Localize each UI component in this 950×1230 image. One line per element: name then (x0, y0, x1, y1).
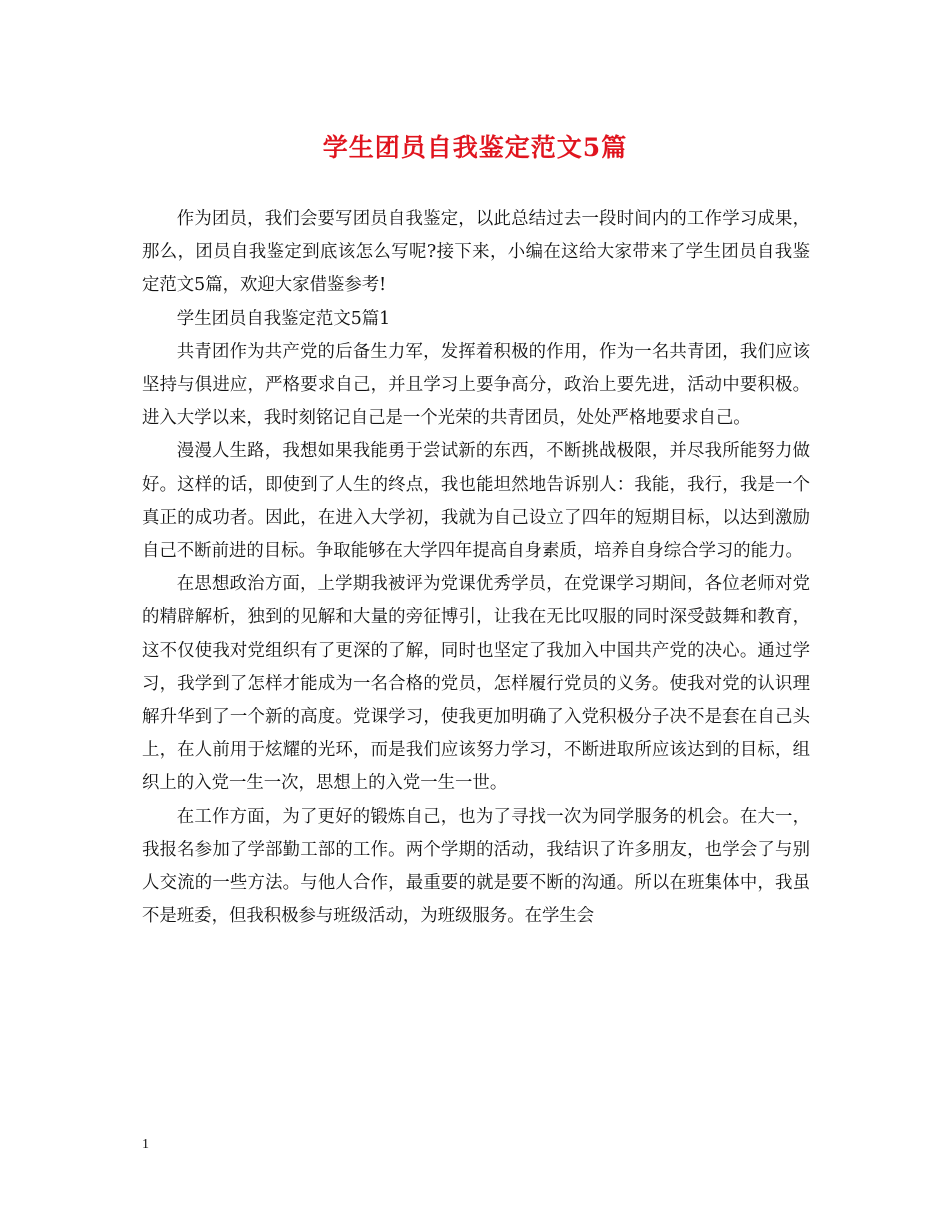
body-paragraph: 在工作方面，为了更好的锻炼自己，也为了寻找一次为同学服务的机会。在大一，我报名参加了学部勤工部的工作。两个学期的活动，我结识了许多朋友，也学会了与别人交流的一些方法。与他人合作，最重要的就是要不断的沟通。所以在班集体中，我虽不是班委，但我积极参与班级活动，为班级服务。在学生会 (142, 806, 810, 927)
section-heading: 学生团员自我鉴定范文5篇1 (176, 308, 391, 329)
body-paragraph: 漫漫人生路，我想如果我能勇于尝试新的东西，不断挑战极限，并尽我所能努力做好。这样的话，即使到了人生的终点，我也能坦然地告诉别人：我能，我行，我是一个真正的成功者。因此，在进入大学初，我就为自己设立了四年的短期目标，以达到激励自己不断前进的目标。争取能够在大学四年提高自身素质，培养自身综合学习的能力。 (142, 441, 810, 562)
body-paragraph: 共青团作为共产党的后备生力军，发挥着积极的作用，作为一名共青团，我们应该坚持与俱进应，严格要求自己，并且学习上要争高分，政治上要先进，活动中要积极。进入大学以来，我时刻铭记自己是一个光荣的共青团员，处处严格地要求自己。 (142, 341, 810, 429)
document-title: 学生团员自我鉴定范文5篇 (322, 133, 628, 162)
body-paragraph: 在思想政治方面，上学期我被评为党课优秀学员，在党课学习期间，各位老师对党的精辟解析，独到的见解和大量的旁征博引，让我在无比叹服的同时深受鼓舞和教育，这不仅使我对党组织有了更深的了解，同时也坚定了我加入中国共产党的决心。通过学习，我学到了怎样才能成为一名合格的党员，怎样履行党员的义务。使我对党的认识理解升华到了一个新的高度。党课学习，使我更加明确了入党积极分子决不是套在自己头上，在人前用于炫耀的光环，而是我们应该努力学习，不断进取所应该达到的目标，组织上的入党一生一次，思想上的入党一生一世。 (142, 574, 810, 794)
intro-paragraph: 作为团员，我们会要写团员自我鉴定，以此总结过去一段时间内的工作学习成果，那么，团员自我鉴定到底该怎么写呢?接下来，小编在这给大家带来了学生团员自我鉴定范文5篇，欢迎大家借鉴参考! (142, 209, 810, 296)
page-number: 1 (142, 1137, 149, 1152)
document-body (142, 203, 810, 933)
